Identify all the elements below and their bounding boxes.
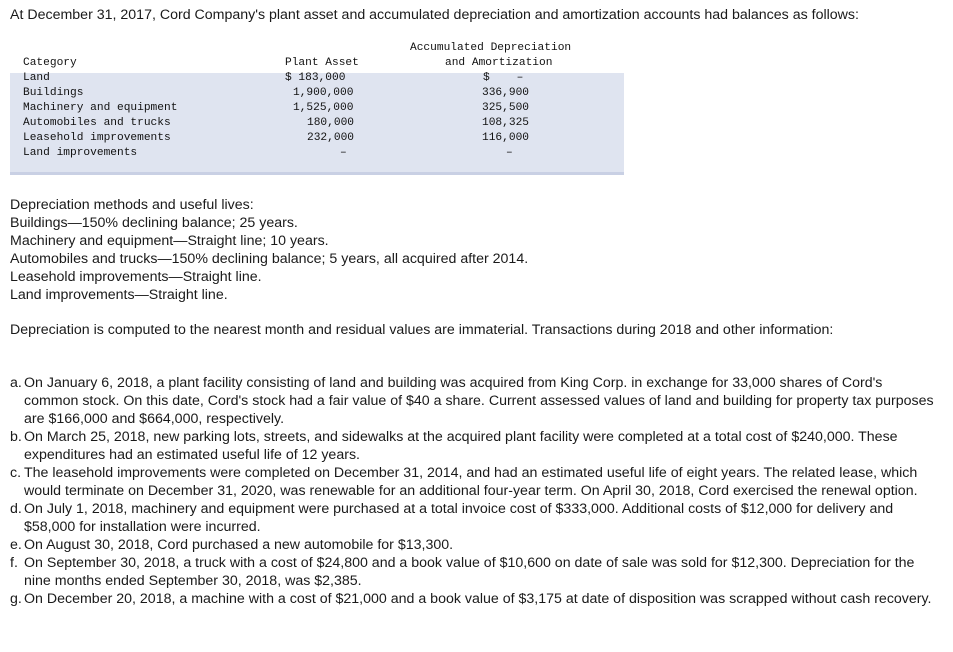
item-label: g. bbox=[10, 591, 22, 607]
row-land-improvements-category: Land improvements bbox=[23, 147, 138, 159]
row-land-plant: $ 183,000 bbox=[285, 72, 346, 84]
row-land-category: Land bbox=[23, 72, 50, 84]
row-land-improvements-plant: – bbox=[340, 147, 347, 159]
row-leasehold-category: Leasehold improvements bbox=[23, 132, 171, 144]
list-item bbox=[10, 428, 940, 464]
header-accum-line2: and Amortization bbox=[445, 57, 553, 69]
row-automobiles-plant: 180,000 bbox=[307, 117, 354, 129]
item-text: On September 30, 2018, a truck with a cost of $24,800 and a book value of $10,600 on date of sale was sold for $12,300. Depreciation for the nine months ended September 30, 2018, was $2,385. bbox=[24, 555, 915, 589]
note-text: Depreciation is computed to the nearest month and residual values are immaterial. Transactions during 2018 and other information: bbox=[10, 322, 834, 338]
row-automobiles-category: Automobiles and trucks bbox=[23, 117, 171, 129]
row-machinery-plant: 1,525,000 bbox=[293, 102, 354, 114]
row-automobiles-accum: 108,325 bbox=[482, 117, 529, 129]
method-line: Machinery and equipment—Straight line; 10 years. bbox=[10, 233, 329, 249]
row-machinery-category: Machinery and equipment bbox=[23, 102, 178, 114]
method-line: Buildings—150% declining balance; 25 years. bbox=[10, 215, 298, 231]
item-label: c. bbox=[10, 465, 22, 481]
header-plant-asset: Plant Asset bbox=[285, 57, 359, 69]
item-text: On December 20, 2018, a machine with a cost of $21,000 and a book value of $3,175 at date of disposition was scrapped without cash recovery. bbox=[24, 591, 932, 607]
method-line: Automobiles and trucks—150% declining balance; 5 years, all acquired after 2014. bbox=[10, 251, 529, 267]
list-item bbox=[10, 374, 940, 428]
row-buildings-accum: 336,900 bbox=[482, 87, 529, 99]
method-line: Leasehold improvements—Straight line. bbox=[10, 269, 262, 285]
intro-text: At December 31, 2017, Cord Company's plant asset and accumulated depreciation and amortization accounts had balances as follows: bbox=[10, 7, 859, 23]
item-label: b. bbox=[10, 429, 22, 445]
list-item bbox=[10, 500, 940, 536]
row-buildings-plant: 1,900,000 bbox=[293, 87, 354, 99]
item-text: On August 30, 2018, Cord purchased a new automobile for $13,300. bbox=[24, 537, 454, 553]
item-text: On March 25, 2018, new parking lots, streets, and sidewalks at the acquired plant facility were completed at a total cost of $240,000. These expenditures had an estimated useful life of 12 years. bbox=[24, 429, 898, 463]
methods-section bbox=[10, 196, 528, 304]
item-label: f. bbox=[10, 555, 18, 571]
header-accum-line1: Accumulated Depreciation bbox=[410, 42, 572, 54]
list-item bbox=[10, 554, 940, 590]
balances-table bbox=[10, 40, 624, 175]
list-item bbox=[10, 536, 940, 554]
header-category: Category bbox=[23, 57, 77, 69]
row-land-improvements-accum: – bbox=[506, 147, 513, 159]
list-item bbox=[10, 464, 940, 500]
row-leasehold-accum: 116,000 bbox=[482, 132, 529, 144]
methods-heading: Depreciation methods and useful lives: bbox=[10, 197, 254, 213]
list-item bbox=[10, 590, 940, 608]
row-buildings-category: Buildings bbox=[23, 87, 84, 99]
transactions-list bbox=[10, 374, 940, 608]
method-line: Land improvements—Straight line. bbox=[10, 287, 228, 303]
item-label: a. bbox=[10, 375, 22, 391]
row-leasehold-plant: 232,000 bbox=[307, 132, 354, 144]
item-text: The leasehold improvements were completed on December 31, 2014, and had an estimated useful life of eight years. The related lease, which would terminate on December 31, 2020, was renewable for an additional four-year term. On April 30, 2018, Cord exercised the renewal option. bbox=[24, 465, 918, 499]
item-label: e. bbox=[10, 537, 22, 553]
item-label: d. bbox=[10, 501, 22, 517]
item-text: On July 1, 2018, machinery and equipment were purchased at a total invoice cost of $333,000. Additional costs of $12,000 for delivery and $58,000 for installation were incurred. bbox=[24, 501, 894, 535]
item-text: On January 6, 2018, a plant facility consisting of land and building was acquired from King Corp. in exchange for 33,000 shares of Cord's common stock. On this date, Cord's stock had a fair value of $40 a share. Current assessed values of land and building for property tax purposes are $166,000 and $664,000, respectively. bbox=[24, 375, 934, 427]
row-land-accum: $ – bbox=[483, 72, 524, 84]
row-machinery-accum: 325,500 bbox=[482, 102, 529, 114]
